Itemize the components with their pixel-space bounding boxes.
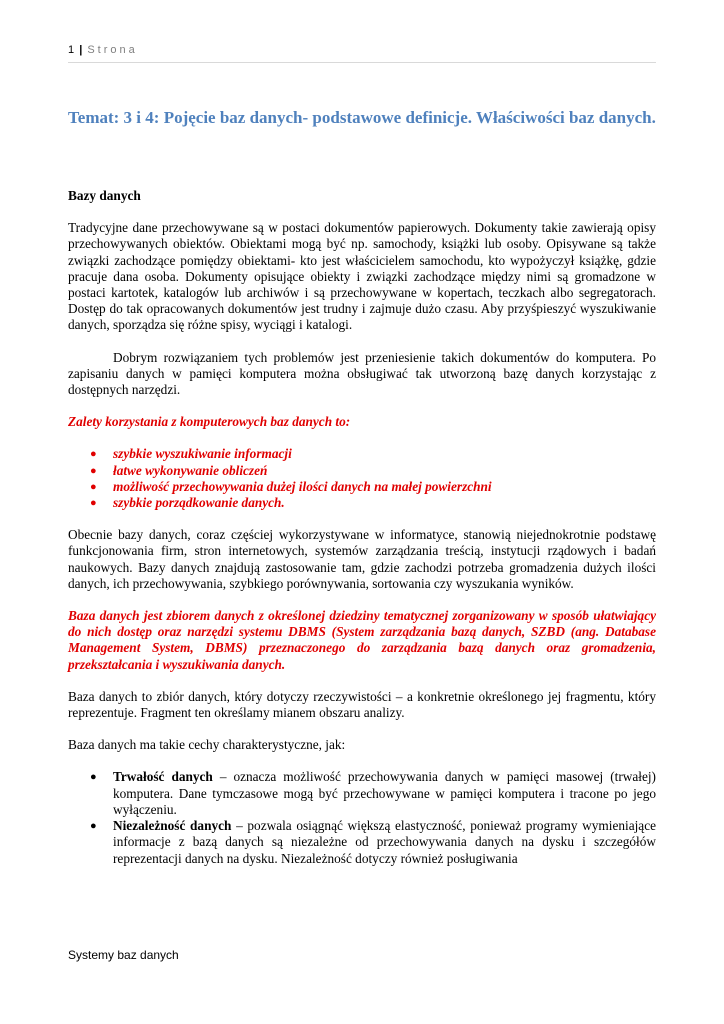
definition-paragraph: Baza danych jest zbiorem danych z określonej dziedziny tematycznej zorganizowany w sposób ułatwiający do nich dostęp oraz narzędzi systemu DBMS (System zarządzania bazą danych, SZBD (ang. Database Management System, DBMS) przeznaczonego do zarządzania bazą danych oraz gromadzenia, przekształcania i wyszukiwania danych. [68,608,656,672]
bullet-icon: ● [90,820,97,833]
bullet-icon: ● [90,497,97,510]
page-word: Strona [87,44,138,56]
list-item [90,769,656,818]
page-header [68,44,656,63]
list-item: ● możliwość przechowywania dużej ilości danych na małej powierzchni [90,478,492,494]
list-item: ● łatwe wykonywanie obliczeń [90,462,268,478]
advantages-list [68,446,656,511]
list-item [90,818,656,867]
paragraph-3: Obecnie bazy danych, coraz częściej wykorzystywane w informatyce, stanowią niejednokrotnie podstawę funkcjonowania firm, stron internetowych, systemów zarządzania treścią, instytucji rządowych i badań naukowych. Bazy danych znajdują zastosowanie tam, gdzie zachodzi potrzeba gromadzenia dużych ilości danych, ich przechowywania, szybkiego porównywania, sortowania czy wyszukania wyników. [68,527,656,591]
document-title: Temat: 3 i 4: Pojęcie baz danych- podstawowe definicje. Właściwości baz danych. [68,108,656,127]
header-separator: | [79,44,83,56]
bullet-icon: ● [90,480,97,493]
page-footer: Systemy baz danych [68,948,179,962]
advantages-heading: Zalety korzystania z komputerowych baz danych to: [68,414,351,430]
paragraph-5: Baza danych ma takie cechy charakterystyczne, jak: [68,737,346,753]
paragraph-4: Baza danych to zbiór danych, który dotyczy rzeczywistości – a konkretnie określonego jej fragmentu, który reprezentuje. Fragment ten określamy mianem obszaru analizy. [68,688,656,721]
document-body [68,188,656,883]
section-heading: Bazy danych [68,188,141,203]
bullet-icon: ● [90,771,97,784]
bullet-icon: ● [90,464,97,477]
list-item: ● szybkie wyszukiwanie informacji [90,446,292,462]
paragraph-2: Dobrym rozwiązaniem tych problemów jest przeniesienie takich dokumentów do komputera. Po zapisaniu danych w pamięci komputera można obsługiwać tak utworzoną bazę danych korzystając z dostępnych narzędzi. [68,349,656,398]
feature-term: Niezależność danych [113,818,232,834]
list-item: ● szybkie porządkowanie danych. [90,495,285,511]
features-list [68,769,656,866]
page-number: 1 [68,44,75,56]
bullet-icon: ● [90,448,97,461]
feature-desc: – oznacza możliwość przechowywania danych w pamięci masowej (trwałej) komputera. Dane tymczasowe mogą być przechowywane w pamięci komputera i tracone po jego wyłączeniu. [113,769,656,817]
feature-desc: – pozwala osiągnąć większą elastyczność, ponieważ programy wymieniające informacje z bazą danych są niezależne od przechowywania danych na dysku i szczegółów reprezentacji danych na dysku. Niezależność dotyczy również posługiwania [113,818,656,866]
feature-term: Trwałość danych [113,769,213,785]
paragraph-1: Tradycyjne dane przechowywane są w postaci dokumentów papierowych. Dokumenty takie zawierają opisy przechowywanych obiektów. Obiektami mogą być np. samochody, książki lub osoby. Opisywane są także związki zachodzące pomiędzy obiektami- kto jest właścicielem samochodu, kto wypożyczył książkę, gdzie pracuje dana osoba. Dokumenty opisujące obiekty i związki zachodzące między nimi są gromadzone w postaci kartotek, katalogów lub archiwów i są przechowywane w kopertach, teczkach albo segregatorach. Dostęp do tak opracowanych dokumentów jest trudny i zajmuje dużo czasu. Aby przyśpieszyć wyszukiwanie danych, sporządza się różne spisy, wyciągi i katalogi. [68,220,656,333]
